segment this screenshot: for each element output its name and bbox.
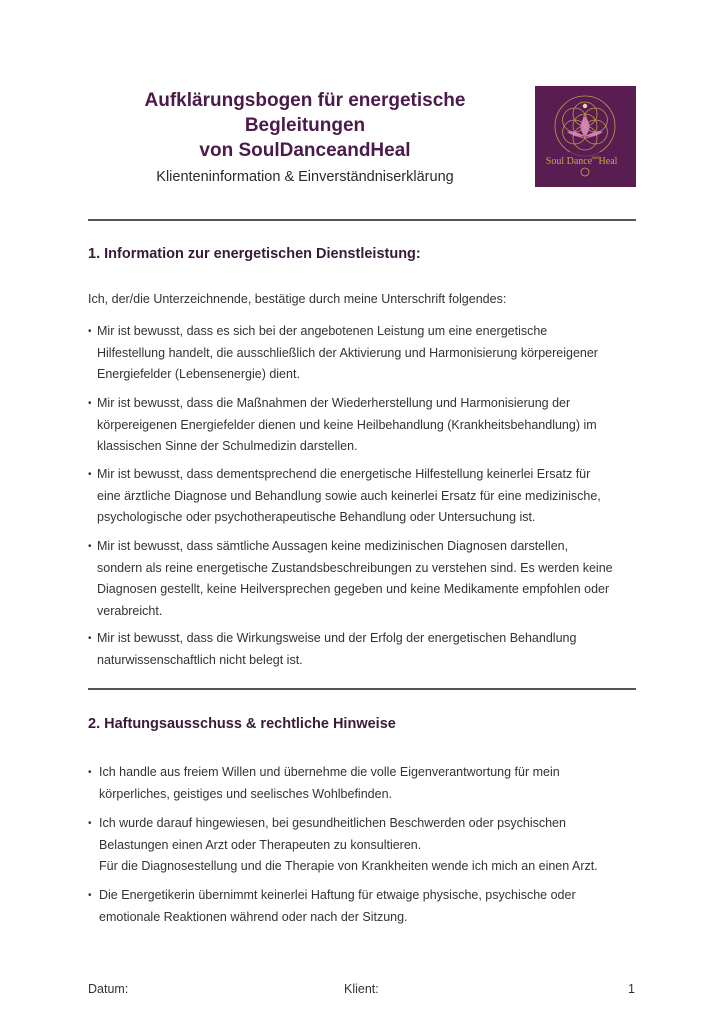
bullet-line: psychologische oder psychotherapeutische Behandlung oder Untersuchung ist. — [97, 510, 536, 524]
bullet-line: Ich handle aus freiem Willen und übernehme die volle Eigenverantwortung für mein — [99, 765, 560, 779]
bullet-line: Energiefelder (Lebensenergie) dient. — [97, 367, 300, 381]
intro-text: Ich, der/die Unterzeichnende, bestätige durch meine Unterschrift folgendes: — [88, 292, 507, 306]
list-item: • Die Energetikerin übernimmt keinerlei Haftung für etwaige physische, psychische oder emotionale Reaktionen während oder nach der Sitzung. — [88, 885, 648, 928]
bullet-line: Mir ist bewusst, dass die Maßnahmen der Wiederherstellung und Harmonisierung der — [97, 396, 571, 410]
list-item: • Mir ist bewusst, dass die Wirkungsweise und der Erfolg der energetischen Behandlung naturwissenschaftlich nicht belegt ist. — [88, 628, 648, 671]
document-title — [100, 88, 510, 163]
title-line: von SoulDanceandHeal — [199, 140, 411, 161]
section-divider — [88, 219, 636, 221]
client-label: Klient: — [344, 982, 379, 996]
bullet-line: Diagnosen gestellt, keine Heilversprechen gegeben und keine Medikamente empfohlen oder — [97, 582, 610, 596]
bullet-line: sondern als reine energetische Zustandsbeschreibungen zu verstehen sind. Es werden keine — [97, 560, 613, 575]
bullet-line: Mir ist bewusst, dass die Wirkungsweise und der Erfolg der energetischen Behandlung — [97, 631, 577, 645]
bullet-line: körpereigenen Energiefelder dienen und keine Heilbehandlung (Krankheitsbehandlung) im — [97, 417, 597, 432]
bullet-line: naturwissenschaftlich nicht belegt ist. — [97, 652, 303, 667]
bullet-line: Mir ist bewusst, dass sämtliche Aussagen keine medizinischen Diagnosen darstellen, — [97, 539, 569, 553]
section-heading: 2. Haftungsausschuss & rechtliche Hinweise — [88, 716, 396, 732]
bullet-line: emotionale Reaktionen während oder nach der Sitzung. — [99, 909, 408, 924]
title-line: Aufklärungsbogen für energetische — [144, 90, 466, 111]
bullet-line: Mir ist bewusst, dass dementsprechend die energetische Hilfestellung keinerlei Ersatz für — [97, 467, 591, 481]
bullet-line: eine ärztliche Diagnose und Behandlung sowie auch keinerlei Ersatz für eine medizinische, — [97, 488, 601, 503]
section-divider — [88, 688, 636, 690]
title-line: Begleitungen — [244, 115, 366, 136]
souldanceandheal-logo — [535, 86, 636, 187]
bullet-line: körperliches, geistiges und seelisches Wohlbefinden. — [99, 786, 392, 801]
logo-text-soul-dance: Soul Dance — [545, 156, 593, 167]
document-subtitle: Klienteninformation & Einverständniserklärung — [156, 169, 454, 185]
page-number: 1 — [628, 982, 635, 996]
date-label: Datum: — [88, 982, 129, 996]
bullet-line: Hilfestellung handelt, die ausschließlich der Aktivierung und Harmonisierung körpereigener — [97, 345, 598, 360]
bullet-line: verabreicht. — [97, 603, 163, 618]
bullet-line: klassischen Sinne der Schulmedizin darstellen. — [97, 439, 358, 453]
list-item: • Mir ist bewusst, dass sämtliche Aussagen keine medizinischen Diagnosen darstellen, sondern als reine energetische Zustandsbeschreibungen zu verstehen sind. Es werden keine Diagnosen gestellt, keine Heilversprechen gegeben und keine Medikamente empfohlen oder verabreicht. — [88, 536, 648, 622]
bullet-line: Für die Diagnosestellung und die Therapie von Krankheiten wende ich mich an einen Arzt. — [99, 859, 598, 873]
list-item: • Mir ist bewusst, dass dementsprechend die energetische Hilfestellung keinerlei Ersatz für eine ärztliche Diagnose und Behandlung sowie auch keinerlei Ersatz für eine medizinische, psychologische oder psychotherapeutische Behandlung oder Untersuchung ist. — [88, 464, 648, 529]
bullet-line: Ich wurde darauf hingewiesen, bei gesundheitlichen Beschwerden oder psychischen — [99, 816, 566, 830]
bullet-line: Belastungen einen Arzt oder Therapeuten zu konsultieren. — [99, 837, 422, 852]
logo-text-heal: Heal — [598, 156, 618, 167]
flower-of-life-icon — [535, 86, 636, 187]
list-item: • Mir ist bewusst, dass die Maßnahmen der Wiederherstellung und Harmonisierung der körpereigenen Energiefelder dienen und keine Heilbehandlung (Krankheitsbehandlung) im klassischen Sinne der Schulmedizin darstellen. — [88, 393, 648, 458]
logo-text-and: and — [591, 156, 599, 161]
list-item: • Mir ist bewusst, dass es sich bei der angebotenen Leistung um eine energetische Hilfestellung handelt, die ausschließlich der Aktivierung und Harmonisierung körpereigener Energiefelder (Lebensenergie) dient. — [88, 321, 648, 386]
list-item: • Ich wurde darauf hingewiesen, bei gesundheitlichen Beschwerden oder psychischen Belastungen einen Arzt oder Therapeuten zu konsultieren. Für die Diagnosestellung und die Therapie von Krankheiten wende ich mich an einen Arzt. — [88, 813, 648, 878]
list-item: • Ich handle aus freiem Willen und übernehme die volle Eigenverantwortung für mein körperliches, geistiges und seelisches Wohlbefinden. — [88, 762, 648, 805]
bullet-line: Die Energetikerin übernimmt keinerlei Haftung für etwaige physische, psychische oder — [99, 888, 576, 902]
section-heading: 1. Information zur energetischen Dienstleistung: — [88, 246, 421, 262]
bullet-line: Mir ist bewusst, dass es sich bei der angebotenen Leistung um eine energetische — [97, 324, 548, 338]
